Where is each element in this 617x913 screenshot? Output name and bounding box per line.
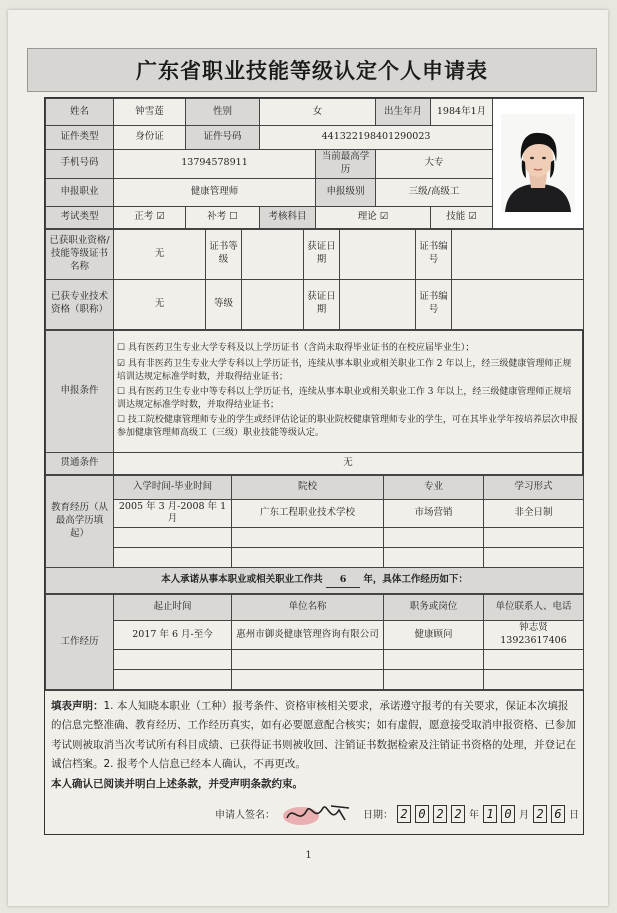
work-cell xyxy=(114,649,232,669)
pro-level-label: 等级 xyxy=(206,279,242,329)
edu-cell xyxy=(384,528,484,548)
phone-label: 手机号码 xyxy=(46,150,114,179)
edu-header: 入学时间-毕业时间 xyxy=(114,475,232,499)
date-digit: 2 xyxy=(397,805,411,823)
occupation-value: 健康管理师 xyxy=(114,178,316,206)
work-header: 职务或岗位 xyxy=(384,595,484,621)
pro-obtain-date-value xyxy=(340,279,416,329)
edu-cell: 非全日制 xyxy=(484,499,584,528)
cert-no-value xyxy=(452,229,584,279)
work-cell xyxy=(384,669,484,689)
work-history-label: 工作经历 xyxy=(46,595,114,690)
date-digit: 0 xyxy=(501,805,515,823)
prior-professional-label: 已获专业技术资格（职称） xyxy=(46,279,114,329)
declaration-body: 1. 本人知晓本职业（工种）报考条件、资格审核相关要求，承诺遵守报考的有关要求，保证本次填报的信息完整准确、教育经历、工作经历真实，如有必要愿意配合核实；如有虚假，愿意接受取消申报资格、已参加考试则被取消当次考试所有科目成绩、已获得证书则被收回、注销证书数据检索及注销证书资格的处理，并登记在诚信档案。2. 报考个人信息已经本人确认，不再更改。 xyxy=(51,699,576,771)
conditions-label: 申报条件 xyxy=(46,330,114,452)
page-number: 1 xyxy=(305,850,312,861)
applicant-photo xyxy=(501,114,575,212)
work-cell xyxy=(384,649,484,669)
name-value: 钟雪莲 xyxy=(114,99,186,126)
birth-label: 出生年月 xyxy=(376,99,431,126)
cert-level-label: 证书等级 xyxy=(206,229,242,279)
skill-checkbox: 技能 ☑ xyxy=(431,206,493,228)
through-value: 无 xyxy=(114,452,583,474)
pro-cert-no-value xyxy=(452,279,584,329)
level-value: 三级/高级工 xyxy=(376,178,493,206)
table-row xyxy=(46,621,584,650)
work-cell xyxy=(484,669,584,689)
theory-checkbox: 理论 ☑ xyxy=(316,206,431,228)
work-commit xyxy=(46,568,584,594)
obtain-date-value xyxy=(340,229,416,279)
edu-cell xyxy=(114,548,232,568)
exam-normal-checkbox: 正考 ☑ xyxy=(114,206,186,228)
cert-level-value xyxy=(242,229,304,279)
gender-value: 女 xyxy=(260,99,376,126)
work-commit-prefix: 本人承诺从事本职业或相关职业工作共 xyxy=(161,573,323,585)
exam-subject-label: 考核科目 xyxy=(260,206,316,228)
prior-vocational-value: 无 xyxy=(114,229,206,279)
edu-cell xyxy=(384,548,484,568)
edu-cell xyxy=(232,548,384,568)
day-unit: 日 xyxy=(569,810,579,822)
conditions-table xyxy=(45,330,583,475)
through-label: 贯通条件 xyxy=(46,452,114,474)
date-digit: 1 xyxy=(483,805,497,823)
declaration xyxy=(45,690,583,798)
work-years: 6 xyxy=(326,574,360,588)
phone-value: 13794578911 xyxy=(114,150,316,179)
month-unit: 月 xyxy=(519,810,529,822)
table-row xyxy=(46,548,584,568)
id-number-label: 证件号码 xyxy=(186,126,260,150)
condition-item: ☐ 具有医药卫生专业大学专科及以上学历证书（含尚未取得毕业证书的在校应届毕业生）； xyxy=(117,343,475,354)
gender-label: 性别 xyxy=(186,99,260,126)
photo-cell xyxy=(493,99,584,229)
prior-certs-table xyxy=(45,229,584,330)
education-label: 当前最高学历 xyxy=(316,150,376,179)
exam-type-label: 考试类型 xyxy=(46,206,114,228)
condition-item: ☑ 具有非医药卫生专业大学专科以上学历证书，连续从事本职业或相关职业工作 2 年以上，经三级健康管理师正规培训达规定标准学时数，并取得结业证书； xyxy=(117,358,572,382)
pro-cert-no-label: 证书编号 xyxy=(416,279,452,329)
signature-row xyxy=(45,798,583,834)
edu-cell: 2005 年 3 月-2008 年 1 月 xyxy=(114,499,232,528)
pro-obtain-date-label: 获证日期 xyxy=(304,279,340,329)
work-commit-suffix: 年，具体工作经历如下： xyxy=(363,573,468,585)
date-digit: 6 xyxy=(551,805,565,823)
edu-cell xyxy=(484,528,584,548)
personal-info-table xyxy=(45,98,584,229)
prior-vocational-label: 已获职业资格/技能等级证书名称 xyxy=(46,229,114,279)
education-table xyxy=(45,475,584,595)
obtain-date-label: 获证日期 xyxy=(304,229,340,279)
id-type-value: 身份证 xyxy=(114,126,186,150)
declaration-lead: 填表声明： xyxy=(51,699,104,712)
date-digit: 0 xyxy=(415,805,429,823)
edu-cell xyxy=(232,528,384,548)
work-cell xyxy=(114,669,232,689)
pro-level-value xyxy=(242,279,304,329)
table-row xyxy=(46,528,584,548)
declaration-confirm: 本人确认已阅读并明白上述条款，并受声明条款约束。 xyxy=(51,777,303,790)
work-header: 单位联系人、电话 xyxy=(484,595,584,621)
work-cell xyxy=(232,669,384,689)
table-row xyxy=(46,649,584,669)
form-title: 广东省职业技能等级认定个人申请表 xyxy=(27,48,597,92)
education-value: 大专 xyxy=(376,150,493,179)
year-unit: 年 xyxy=(469,810,479,822)
work-cell: 惠州市御炎健康管理咨询有限公司 xyxy=(232,621,384,650)
handwritten-signature xyxy=(279,800,359,828)
edu-history-label: 教育经历（从最高学历填起） xyxy=(46,475,114,568)
date-label: 日期： xyxy=(363,810,393,822)
edu-header: 学习形式 xyxy=(484,475,584,499)
id-number-value: 441322198401290023 xyxy=(260,126,493,150)
application-form xyxy=(44,97,584,835)
table-row xyxy=(46,499,584,528)
work-header: 起止时间 xyxy=(114,595,232,621)
work-cell: 钟志贤 13923617406 xyxy=(484,621,584,650)
exam-makeup-checkbox: 补考 ☐ xyxy=(186,206,260,228)
date-digit: 2 xyxy=(433,805,447,823)
signature-label: 申请人签名： xyxy=(215,810,275,822)
work-cell: 健康顾问 xyxy=(384,621,484,650)
occupation-label: 申报职业 xyxy=(46,178,114,206)
condition-item: ☐ 技工院校健康管理师专业的学生或经评估论证的职业院校健康管理师专业的学生，可在其毕业学年按培养层次申报参加健康管理师高级工（三级）职业技能等级认定。 xyxy=(117,414,578,438)
level-label: 申报级别 xyxy=(316,178,376,206)
date-digit: 2 xyxy=(451,805,465,823)
edu-cell: 广东工程职业技术学校 xyxy=(232,499,384,528)
edu-header: 院校 xyxy=(232,475,384,499)
date-digit: 2 xyxy=(533,805,547,823)
name-label: 姓名 xyxy=(46,99,114,126)
condition-item: ☐ 具有医药卫生专业中等专科以上学历证书，连续从事本职业或相关职业工作 3 年以上，经三级健康管理师正规培训达规定标准学时数，并取得结业证书； xyxy=(117,386,572,410)
id-type-label: 证件类型 xyxy=(46,126,114,150)
birth-value: 1984年1月 xyxy=(431,99,493,126)
cert-no-label: 证书编号 xyxy=(416,229,452,279)
conditions-list xyxy=(114,330,583,452)
work-header: 单位名称 xyxy=(232,595,384,621)
edu-cell xyxy=(484,548,584,568)
prior-professional-value: 无 xyxy=(114,279,206,329)
table-row xyxy=(46,669,584,689)
work-cell xyxy=(232,649,384,669)
edu-cell xyxy=(114,528,232,548)
work-cell xyxy=(484,649,584,669)
work-cell: 2017 年 6 月-至今 xyxy=(114,621,232,650)
edu-cell: 市场营销 xyxy=(384,499,484,528)
edu-header: 专业 xyxy=(384,475,484,499)
work-table xyxy=(45,594,584,690)
